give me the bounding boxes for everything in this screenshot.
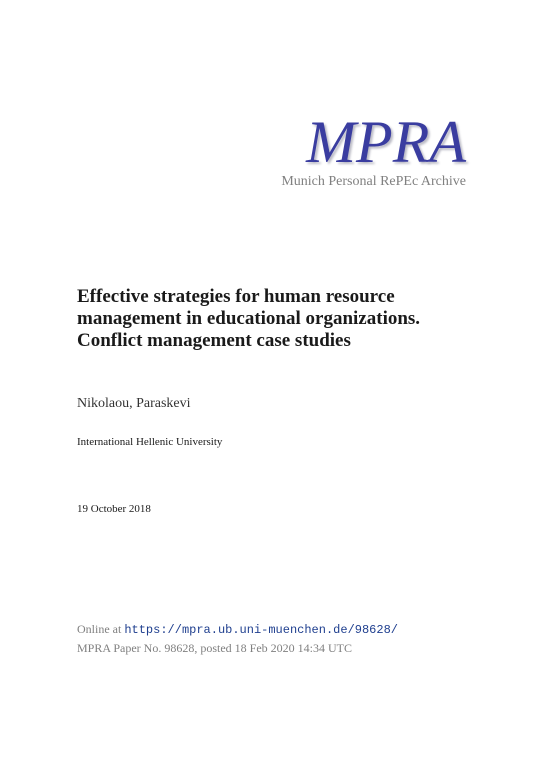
paper-url-link[interactable]: https://mpra.ub.uni-muenchen.de/98628/ [124,623,398,637]
paper-title: Effective strategies for human resource management in educational organizations. Conflict management case studies [77,286,421,351]
paper-info: MPRA Paper No. 98628, posted 18 Feb 2020 14:34 UTC [77,641,353,655]
paper-authors: Nikolaou, Paraskevi [77,396,191,411]
mpra-logo-block [281,109,466,190]
online-prefix: Online at [77,622,125,636]
author-affiliation: International Hellenic University [77,436,223,448]
mpra-logo: MPRA [306,109,466,175]
online-line [77,620,398,639]
archive-name: Munich Personal RePEc Archive [281,174,466,189]
paper-footer [77,620,398,657]
paper-date: 19 October 2018 [77,503,151,515]
